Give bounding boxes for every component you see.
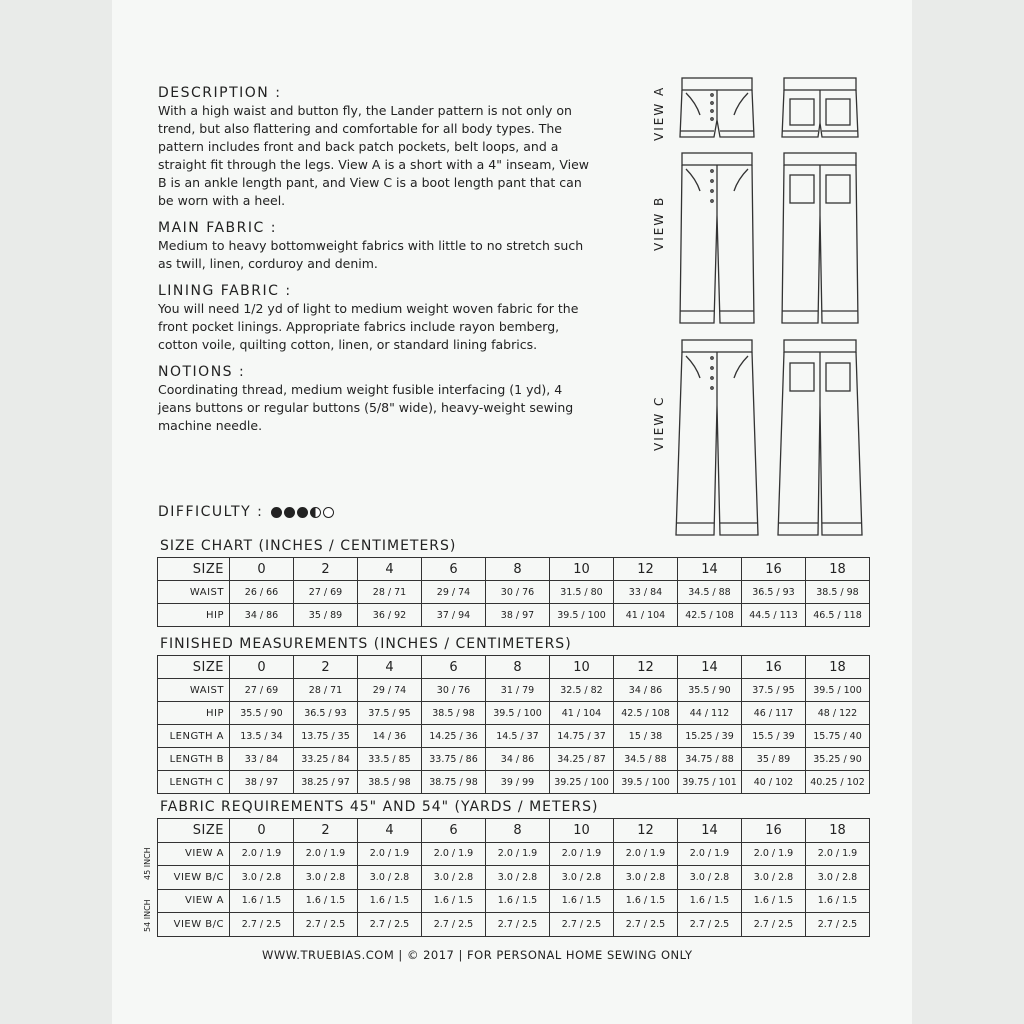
table-cell: 31 / 79 [486,679,550,702]
view-c-front-drawing [676,340,758,535]
table-row [158,581,870,604]
description-heading: DESCRIPTION : [158,85,282,101]
table-cell: 48 / 122 [806,702,870,725]
side-label-54: 54 INCH [143,899,152,932]
table-cell: 36.5 / 93 [742,581,806,604]
table-cell: 38.5 / 98 [806,581,870,604]
table-cell: 3.0 / 2.8 [422,866,486,890]
table-cell: 35 / 89 [294,604,358,627]
difficulty-dot [323,507,334,518]
table-cell: 44 / 112 [678,702,742,725]
table-cell: 10 [550,656,614,679]
table-cell: 33.75 / 86 [422,748,486,771]
row-header-cell: VIEW A [158,842,230,866]
table-cell: 2.0 / 1.9 [230,842,294,866]
row-header-cell: SIZE [158,558,230,581]
table-cell: 32.5 / 82 [550,679,614,702]
view-b-label: VIEW B [652,195,666,251]
table-cell: 28 / 71 [294,679,358,702]
table-cell: 18 [806,819,870,843]
table-cell: 3.0 / 2.8 [614,866,678,890]
finished-measurements-table [157,655,870,794]
table-cell: 41 / 104 [614,604,678,627]
footer-text: WWW.TRUEBIAS.COM | © 2017 | FOR PERSONAL HOME SEWING ONLY [262,948,693,962]
table-cell: 35.5 / 90 [678,679,742,702]
table-cell: 10 [550,819,614,843]
table-cell: 31.5 / 80 [550,581,614,604]
table-row [158,702,870,725]
table-cell: 1.6 / 1.5 [294,889,358,913]
table-cell: 38.5 / 98 [358,771,422,794]
difficulty-dot [271,507,282,518]
table-cell: 2.7 / 2.5 [294,913,358,937]
row-header-cell: LENGTH B [158,748,230,771]
table-cell: 2 [294,819,358,843]
table-cell: 14 [678,558,742,581]
table-cell: 16 [742,558,806,581]
table-cell: 1.6 / 1.5 [678,889,742,913]
table-cell: 42.5 / 108 [614,702,678,725]
table-cell: 39.5 / 100 [550,604,614,627]
table-row [158,889,870,913]
table-cell: 33.25 / 84 [294,748,358,771]
table-cell: 14.25 / 36 [422,725,486,748]
table-cell: 2.7 / 2.5 [742,913,806,937]
difficulty-dot [310,507,321,518]
table-cell: 2.7 / 2.5 [358,913,422,937]
table-cell: 39.5 / 100 [806,679,870,702]
table-cell: 38.5 / 98 [422,702,486,725]
table-cell: 0 [230,558,294,581]
row-header-cell: SIZE [158,819,230,843]
table-cell: 12 [614,656,678,679]
table-cell: 33 / 84 [614,581,678,604]
table-cell: 37.5 / 95 [742,679,806,702]
table-row [158,679,870,702]
table-cell: 39.5 / 100 [486,702,550,725]
table-row [158,604,870,627]
view-c-back-drawing [778,340,862,535]
table-cell: 12 [614,819,678,843]
table-cell: 34.5 / 88 [614,748,678,771]
table-cell: 1.6 / 1.5 [550,889,614,913]
table-cell: 2.0 / 1.9 [294,842,358,866]
difficulty-dot [284,507,295,518]
table-cell: 15 / 38 [614,725,678,748]
table-cell: 26 / 66 [230,581,294,604]
view-b-back-drawing [782,153,858,323]
table-cell: 33.5 / 85 [358,748,422,771]
table-row [158,725,870,748]
table-cell: 15.5 / 39 [742,725,806,748]
table-cell: 37 / 94 [422,604,486,627]
table-cell: 2.0 / 1.9 [678,842,742,866]
table-cell: 3.0 / 2.8 [486,866,550,890]
table-cell: 4 [358,558,422,581]
table-cell: 0 [230,819,294,843]
table-cell: 1.6 / 1.5 [230,889,294,913]
table-cell: 2.7 / 2.5 [614,913,678,937]
table-cell: 34 / 86 [614,679,678,702]
table-cell: 38 / 97 [230,771,294,794]
table-cell: 2.7 / 2.5 [678,913,742,937]
table-cell: 8 [486,558,550,581]
table-cell: 46 / 117 [742,702,806,725]
view-a-label: VIEW A [652,85,666,141]
table-cell: 33 / 84 [230,748,294,771]
table-cell: 2.0 / 1.9 [614,842,678,866]
row-header-cell: HIP [158,702,230,725]
table-cell: 18 [806,656,870,679]
table-cell: 13.5 / 34 [230,725,294,748]
table-cell: 39.5 / 100 [614,771,678,794]
table-cell: 39 / 99 [486,771,550,794]
fabric-requirements-title: FABRIC REQUIREMENTS 45" AND 54" (YARDS / METERS) [160,799,599,815]
view-a-back-drawing [782,78,858,137]
table-cell: 30 / 76 [422,679,486,702]
table-cell: 40.25 / 102 [806,771,870,794]
table-cell: 2.7 / 2.5 [550,913,614,937]
table-cell: 2.0 / 1.9 [550,842,614,866]
main-fabric-text: Medium to heavy bottomweight fabrics with little to no stretch such as twill, linen, corduroy and denim. [158,238,584,271]
table-header-row [158,558,870,581]
table-cell: 3.0 / 2.8 [678,866,742,890]
table-cell: 2 [294,558,358,581]
table-cell: 39.25 / 100 [550,771,614,794]
table-cell: 29 / 74 [422,581,486,604]
table-row [158,771,870,794]
table-cell: 14 [678,819,742,843]
size-chart-table [157,557,870,627]
view-b-front-drawing [680,153,754,323]
table-cell: 1.6 / 1.5 [486,889,550,913]
size-chart-title: SIZE CHART (INCHES / CENTIMETERS) [160,538,457,554]
table-cell: 27 / 69 [230,679,294,702]
row-header-cell: HIP [158,604,230,627]
table-cell: 10 [550,558,614,581]
lining-fabric-heading: LINING FABRIC : [158,283,292,299]
table-cell: 4 [358,656,422,679]
view-a-front-drawing [680,78,754,137]
difficulty-dot [297,507,308,518]
table-cell: 1.6 / 1.5 [806,889,870,913]
row-header-cell: LENGTH A [158,725,230,748]
difficulty-rating [158,504,334,520]
table-cell: 6 [422,558,486,581]
table-cell: 2.7 / 2.5 [806,913,870,937]
table-cell: 39.75 / 101 [678,771,742,794]
table-row [158,866,870,890]
garment-views [648,75,868,545]
notions-heading: NOTIONS : [158,364,246,380]
table-cell: 34.25 / 87 [550,748,614,771]
table-cell: 35.5 / 90 [230,702,294,725]
table-cell: 3.0 / 2.8 [550,866,614,890]
view-c-label: VIEW C [652,395,666,451]
table-cell: 2.0 / 1.9 [806,842,870,866]
table-cell: 46.5 / 118 [806,604,870,627]
pattern-info [158,85,598,445]
table-cell: 15.75 / 40 [806,725,870,748]
table-cell: 14.75 / 37 [550,725,614,748]
table-cell: 8 [486,819,550,843]
table-cell: 16 [742,656,806,679]
difficulty-dots [271,507,334,518]
row-header-cell: WAIST [158,581,230,604]
table-cell: 38 / 97 [486,604,550,627]
table-cell: 34.5 / 88 [678,581,742,604]
table-cell: 38.25 / 97 [294,771,358,794]
table-cell: 3.0 / 2.8 [230,866,294,890]
table-cell: 2.0 / 1.9 [486,842,550,866]
row-header-cell: VIEW B/C [158,913,230,937]
table-cell: 14 / 36 [358,725,422,748]
table-cell: 36.5 / 93 [294,702,358,725]
table-cell: 2.7 / 2.5 [230,913,294,937]
description-text: With a high waist and button fly, the Lander pattern is not only on trend, but also flattering and comfortable for all body types. The pattern includes front and back patch pockets, belt loops, and a straight fit through the legs. View A is a short with a 4" inseam, View B is an ankle length pant, and View C is a boot length pant that can be worn with a heel. [158,103,589,208]
difficulty-label: DIFFICULTY : [158,504,264,520]
table-cell: 40 / 102 [742,771,806,794]
table-cell: 27 / 69 [294,581,358,604]
table-cell: 1.6 / 1.5 [422,889,486,913]
table-cell: 44.5 / 113 [742,604,806,627]
table-header-row [158,656,870,679]
table-cell: 28 / 71 [358,581,422,604]
fabric-requirements-table [157,818,870,937]
table-cell: 3.0 / 2.8 [742,866,806,890]
table-cell: 12 [614,558,678,581]
table-row [158,913,870,937]
table-cell: 1.6 / 1.5 [742,889,806,913]
table-cell: 36 / 92 [358,604,422,627]
table-cell: 2.7 / 2.5 [422,913,486,937]
row-header-cell: VIEW A [158,889,230,913]
table-cell: 3.0 / 2.8 [294,866,358,890]
garment-illustrations [648,75,868,545]
table-cell: 35.25 / 90 [806,748,870,771]
table-cell: 13.75 / 35 [294,725,358,748]
main-fabric-heading: MAIN FABRIC : [158,220,277,236]
table-row [158,842,870,866]
row-header-cell: WAIST [158,679,230,702]
table-cell: 3.0 / 2.8 [806,866,870,890]
table-cell: 15.25 / 39 [678,725,742,748]
table-cell: 1.6 / 1.5 [614,889,678,913]
row-header-cell: VIEW B/C [158,866,230,890]
table-cell: 6 [422,819,486,843]
table-cell: 3.0 / 2.8 [358,866,422,890]
table-cell: 2 [294,656,358,679]
table-cell: 14 [678,656,742,679]
notions-text: Coordinating thread, medium weight fusible interfacing (1 yd), 4 jeans buttons or regular buttons (5/8" wide), heavy-weight sewing machine needle. [158,382,574,433]
table-cell: 37.5 / 95 [358,702,422,725]
table-cell: 29 / 74 [358,679,422,702]
table-cell: 30 / 76 [486,581,550,604]
row-header-cell: LENGTH C [158,771,230,794]
table-cell: 41 / 104 [550,702,614,725]
table-cell: 16 [742,819,806,843]
row-header-cell: SIZE [158,656,230,679]
table-cell: 34 / 86 [486,748,550,771]
table-cell: 8 [486,656,550,679]
table-cell: 2.0 / 1.9 [422,842,486,866]
table-cell: 42.5 / 108 [678,604,742,627]
table-cell: 4 [358,819,422,843]
table-cell: 2.0 / 1.9 [358,842,422,866]
side-label-45: 45 INCH [143,847,152,880]
table-cell: 34 / 86 [230,604,294,627]
table-row [158,748,870,771]
table-cell: 18 [806,558,870,581]
table-cell: 34.75 / 88 [678,748,742,771]
lining-fabric-text: You will need 1/2 yd of light to medium weight woven fabric for the front pocket linings. Appropriate fabrics include rayon bemberg, cotton voile, quilting cotton, linen, or standard lining fabrics. [158,301,579,352]
table-cell: 14.5 / 37 [486,725,550,748]
table-cell: 2.7 / 2.5 [486,913,550,937]
table-cell: 0 [230,656,294,679]
table-cell: 2.0 / 1.9 [742,842,806,866]
table-header-row [158,819,870,843]
table-cell: 1.6 / 1.5 [358,889,422,913]
table-cell: 38.75 / 98 [422,771,486,794]
table-cell: 6 [422,656,486,679]
finished-measurements-title: FINISHED MEASUREMENTS (INCHES / CENTIMETERS) [160,636,572,652]
table-cell: 35 / 89 [742,748,806,771]
